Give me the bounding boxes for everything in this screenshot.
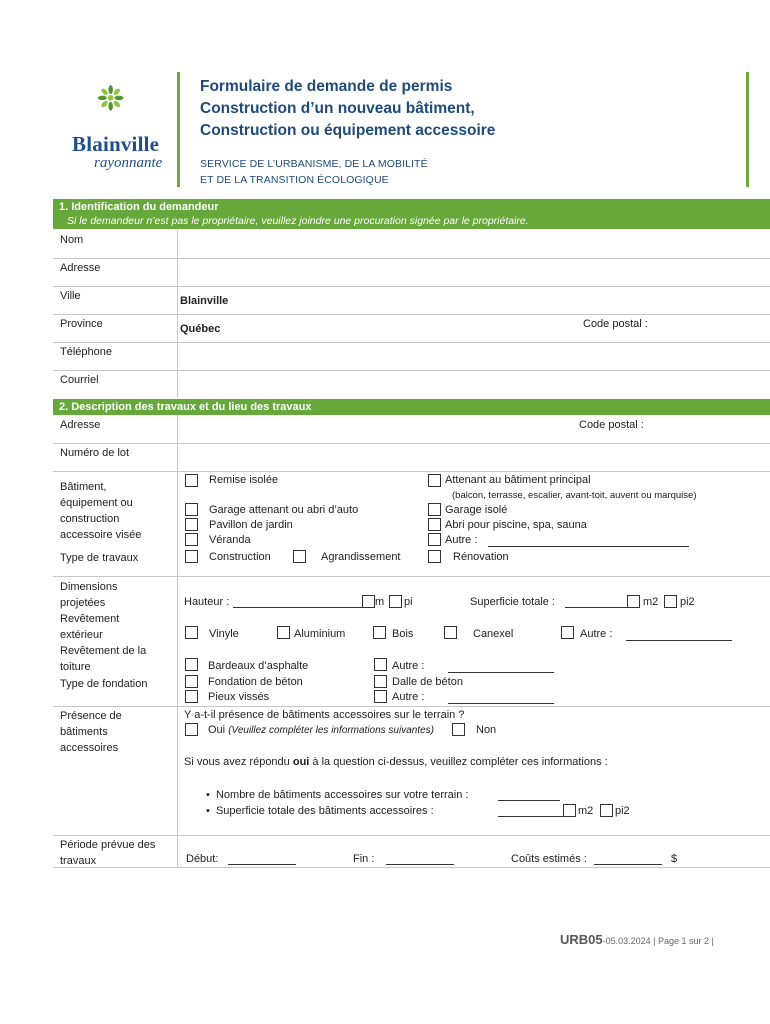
construction-label: Construction: [209, 551, 271, 563]
nombre-field[interactable]: [498, 800, 560, 801]
bois-label: Bois: [392, 628, 414, 640]
autre-toit-label: Autre :: [392, 660, 425, 672]
row-divider: [53, 314, 770, 315]
nombre-bullet: • Nombre de bâtiments accessoires sur votre terrain :: [206, 789, 469, 801]
courriel-field[interactable]: [178, 371, 770, 398]
abri-piscine-checkbox[interactable]: [428, 518, 441, 531]
bois-checkbox[interactable]: [373, 626, 386, 639]
row-divider: [53, 443, 770, 444]
type-fondation-label: Type de fondation: [60, 678, 148, 690]
nom-label: Nom: [60, 234, 84, 246]
row-divider: [53, 576, 770, 577]
dalle-beton-label: Dalle de béton: [392, 676, 463, 688]
form-title-3: Construction ou équipement accessoire: [200, 122, 496, 139]
superficie-m2-checkbox[interactable]: [627, 595, 640, 608]
superficie-pi2-checkbox[interactable]: [664, 595, 677, 608]
aluminium-label: Aluminium: [294, 628, 346, 640]
autre-toit-field[interactable]: [448, 672, 554, 673]
row-divider: [53, 835, 770, 836]
superficie-acc-m2-checkbox[interactable]: [563, 804, 576, 817]
form-title-1: Formulaire de demande de permis: [200, 78, 453, 95]
batiment-label-3: construction: [60, 513, 120, 525]
logo-wordmark: Blainville: [72, 132, 160, 156]
fondation-beton-label: Fondation de béton: [208, 676, 303, 688]
autre-ext-checkbox[interactable]: [561, 626, 574, 639]
agrandissement-label: Agrandissement: [321, 551, 401, 563]
garage-isole-checkbox[interactable]: [428, 503, 441, 516]
non-checkbox[interactable]: [452, 723, 465, 736]
fin-label: Fin :: [353, 853, 375, 865]
header-divider-right: [746, 72, 749, 187]
vinyle-label: Vinyle: [209, 628, 239, 640]
superficie-acc-pi2-checkbox[interactable]: [600, 804, 613, 817]
adresse-label: Adresse: [60, 262, 101, 274]
telephone-label: Téléphone: [60, 346, 112, 358]
row-divider: [53, 471, 770, 472]
adresse-field[interactable]: [178, 259, 770, 286]
revetement-toit-label-2: toiture: [60, 661, 91, 673]
pavillon-label: Pavillon de jardin: [209, 519, 293, 531]
si-oui-instruction: Si vous avez répondu oui à la question ci-dessus, veuillez compléter ces informations :: [184, 756, 608, 768]
m2-label: m2: [643, 596, 659, 608]
superficie-totale-field[interactable]: [565, 607, 627, 608]
aluminium-checkbox[interactable]: [277, 626, 290, 639]
garage-attenant-checkbox[interactable]: [185, 503, 198, 516]
code-postal-label: Code postal :: [583, 318, 648, 330]
dimensions-label-2: projetées: [60, 597, 106, 609]
dimensions-label-1: Dimensions: [60, 581, 118, 593]
pieux-checkbox[interactable]: [185, 690, 198, 703]
couts-field[interactable]: [594, 864, 662, 865]
batiment-label-2: équipement ou: [60, 497, 133, 509]
remise-checkbox[interactable]: [185, 474, 198, 487]
numero-lot-label: Numéro de lot: [60, 447, 130, 459]
province-field[interactable]: Québec: [180, 323, 221, 335]
fin-field[interactable]: [386, 864, 454, 865]
adresse-travaux-label: Adresse: [60, 419, 101, 431]
section2-column-divider: [177, 415, 178, 867]
autre-fond-field[interactable]: [448, 703, 554, 704]
province-label: Province: [60, 318, 103, 330]
logo-tagline: rayonnante: [94, 155, 163, 171]
ville-field[interactable]: Blainville: [180, 295, 229, 307]
batiment-label-1: Bâtiment,: [60, 481, 107, 493]
telephone-field[interactable]: [178, 343, 770, 370]
presence-label-1: Présence de: [60, 710, 122, 722]
service-name-2: ET DE LA TRANSITION ÉCOLOGIQUE: [200, 174, 389, 186]
m-label: m: [375, 596, 385, 608]
acc-pi2-label: pi2: [615, 805, 630, 817]
pi-label: pi: [404, 596, 413, 608]
renovation-label: Rénovation: [453, 551, 509, 563]
revetement-ext-label-1: Revêtement: [60, 613, 120, 625]
veranda-checkbox[interactable]: [185, 533, 198, 546]
canexel-checkbox[interactable]: [444, 626, 457, 639]
section2-heading: 2. Description des travaux et du lieu des travaux: [53, 399, 770, 415]
nom-field[interactable]: [178, 231, 770, 258]
autre-fond-label: Autre :: [392, 691, 425, 703]
attenant-checkbox[interactable]: [428, 474, 441, 487]
superficie-acc-bullet: • Superficie totale des bâtiments accessoires :: [206, 805, 434, 817]
oui-checkbox[interactable]: [185, 723, 198, 736]
bardeaux-label: Bardeaux d’asphalte: [208, 660, 309, 672]
veranda-label: Véranda: [209, 534, 251, 546]
dalle-beton-checkbox[interactable]: [374, 675, 387, 688]
form-title-2: Construction d’un nouveau bâtiment,: [200, 100, 475, 117]
code-postal-travaux-label: Code postal :: [579, 419, 644, 431]
garage-attenant-label: Garage attenant ou abri d’auto: [209, 504, 359, 516]
table-bottom-border: [53, 867, 770, 868]
ville-label: Ville: [60, 290, 81, 302]
periode-label-2: travaux: [60, 855, 97, 867]
revetement-toit-label-1: Revêtement de la: [60, 645, 147, 657]
construction-checkbox[interactable]: [185, 550, 198, 563]
remise-label: Remise isolée: [209, 474, 279, 486]
autre-batiment-label: Autre :: [445, 534, 478, 546]
bardeaux-checkbox[interactable]: [185, 658, 198, 671]
debut-label: Début:: [186, 853, 219, 865]
hauteur-m-checkbox[interactable]: [362, 595, 375, 608]
courriel-label: Courriel: [60, 374, 99, 386]
abri-piscine-label: Abri pour piscine, spa, sauna: [445, 519, 587, 531]
agrandissement-checkbox[interactable]: [293, 550, 306, 563]
vinyle-checkbox[interactable]: [185, 626, 198, 639]
periode-label-1: Période prévue des: [60, 839, 156, 851]
superficie-acc-field[interactable]: [498, 816, 563, 817]
blainville-logo-icon: [84, 84, 154, 134]
presence-question: Y a-t-il présence de bâtiments accessoires sur le terrain ?: [184, 709, 465, 721]
type-travaux-label: Type de travaux: [60, 552, 139, 564]
garage-isole-label: Garage isolé: [445, 504, 508, 516]
pavillon-checkbox[interactable]: [185, 518, 198, 531]
pi2-label: pi2: [680, 596, 695, 608]
page-footer: URB05-05.03.2024 | Page 1 sur 2 |: [560, 932, 714, 947]
renovation-checkbox[interactable]: [428, 550, 441, 563]
canexel-label: Canexel: [473, 628, 514, 640]
superficie-totale-label: Superficie totale :: [470, 596, 555, 608]
row-divider: [53, 286, 770, 287]
autre-fond-checkbox[interactable]: [374, 690, 387, 703]
header-divider-left: [177, 72, 180, 187]
fondation-beton-checkbox[interactable]: [185, 675, 198, 688]
hauteur-label: Hauteur :: [184, 596, 230, 608]
service-name-1: SERVICE DE L’URBANISME, DE LA MOBILITÉ: [200, 158, 428, 170]
section1-heading: 1. Identification du demandeur: [53, 199, 770, 215]
row-divider: [53, 706, 770, 707]
oui-label: Oui (Veuillez compléter les informations suivantes): [208, 724, 435, 736]
debut-field[interactable]: [228, 864, 296, 865]
presence-label-3: accessoires: [60, 742, 119, 754]
couts-label: Coûts estimés :: [511, 853, 587, 865]
acc-m2-label: m2: [578, 805, 594, 817]
autre-ext-label: Autre :: [580, 628, 613, 640]
hauteur-pi-checkbox[interactable]: [389, 595, 402, 608]
attenant-note: (balcon, terrasse, escalier, avant-toit, auvent ou marquise): [452, 490, 697, 501]
pieux-label: Pieux vissés: [208, 691, 270, 703]
section1-note: Si le demandeur n’est pas le propriétaire, veuillez joindre une procuration signée par le propriétaire.: [53, 215, 770, 229]
autre-batiment-line[interactable]: [488, 546, 689, 547]
dollar-sign: $: [671, 853, 678, 865]
autre-ext-field[interactable]: [626, 640, 732, 641]
presence-label-2: bâtiments: [60, 726, 108, 738]
non-label: Non: [476, 724, 497, 736]
attenant-label: Attenant au bâtiment principal: [445, 474, 591, 486]
batiment-label-4: accessoire visée: [60, 529, 142, 541]
revetement-ext-label-2: extérieur: [60, 629, 103, 641]
autre-toit-checkbox[interactable]: [374, 658, 387, 671]
autre-batiment-checkbox[interactable]: [428, 533, 441, 546]
hauteur-field[interactable]: [233, 607, 363, 608]
